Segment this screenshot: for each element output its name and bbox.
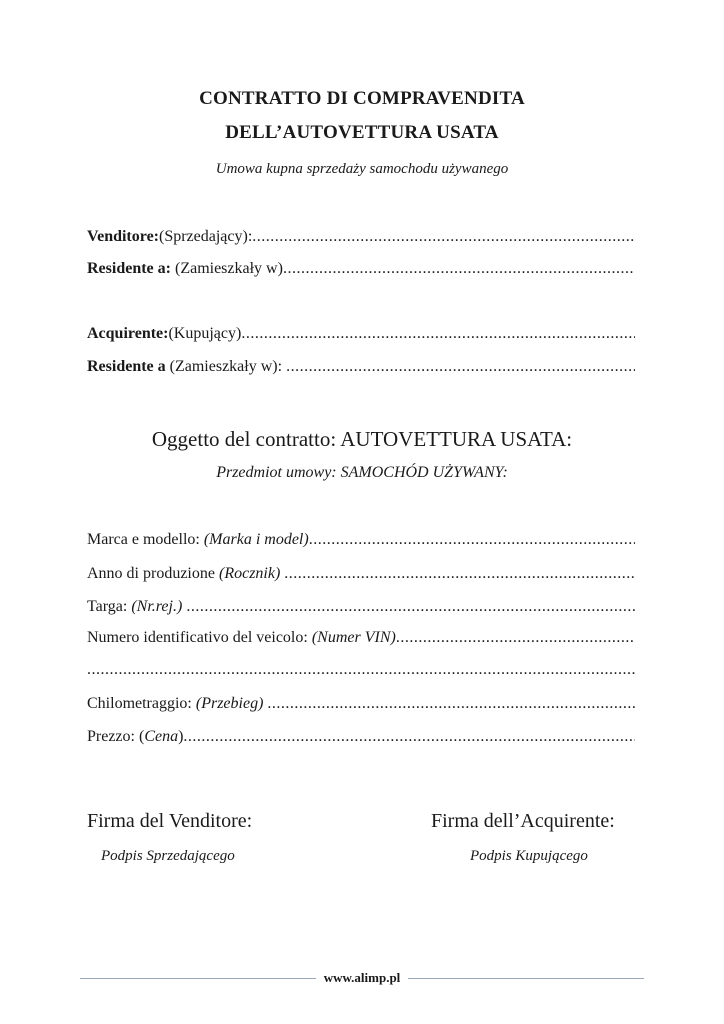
- seller-residence-fill-line: [283, 260, 635, 278]
- document-subtitle: Umowa kupna sprzedaży samochodu używanego: [215, 161, 509, 177]
- vin-continuation-field: [87, 661, 635, 679]
- seller-residence-translation: (Zamieszkały w): [170, 260, 283, 277]
- seller-fill-line: [252, 228, 635, 246]
- mileage-label: Chilometraggio:: [87, 695, 196, 712]
- price-field: [87, 728, 635, 746]
- contract-object-subtitle: Przedmiot umowy: SAMOCHÓD UŻYWANY:: [216, 464, 508, 481]
- document-title-line-1: CONTRATTO DI COMPRAVENDITA: [199, 88, 525, 109]
- buyer-signature-label: Firma dell’Acquirente:: [431, 810, 615, 832]
- production-year-label: Anno di produzione: [87, 565, 219, 582]
- plate-field: [87, 598, 635, 616]
- footer: [80, 970, 644, 986]
- vin-label: Numero identificativo del veicolo:: [87, 629, 312, 646]
- seller-residence-field: [87, 260, 635, 278]
- vin-fill-line: [396, 629, 635, 647]
- production-year-fill-line: [284, 565, 635, 583]
- plate-translation: (Nr.rej.): [131, 598, 183, 615]
- vin-continuation-fill-line: [87, 661, 635, 679]
- seller-signature-translation: Podpis Sprzedającego: [101, 848, 235, 864]
- footer-rule-left: [80, 978, 316, 979]
- contract-object-title: Oggetto del contratto: AUTOVETTURA USATA:: [151, 427, 573, 451]
- seller-field: [87, 228, 635, 246]
- make-model-label: Marca e modello:: [87, 531, 204, 548]
- vin-translation: (Numer VIN): [311, 629, 396, 646]
- mileage-field: [87, 695, 635, 713]
- make-model-fill-line: [309, 531, 635, 549]
- seller-translation: (Sprzedający):: [159, 228, 253, 245]
- buyer-residence-fill-line: [286, 358, 635, 376]
- price-closing: ): [178, 728, 184, 745]
- vin-field: [87, 629, 635, 647]
- production-year-field: [87, 565, 635, 583]
- price-label: Prezzo: (: [87, 728, 145, 745]
- buyer-field: [87, 325, 635, 343]
- seller-label: Venditore:: [87, 228, 159, 245]
- mileage-fill-line: [267, 695, 635, 713]
- make-model-field: [87, 531, 635, 549]
- price-fill-line: [183, 728, 635, 746]
- plate-label: Targa:: [87, 598, 132, 615]
- buyer-fill-line: [241, 325, 635, 343]
- buyer-residence-field: [87, 358, 635, 376]
- price-translation: Cena: [144, 728, 179, 745]
- mileage-translation: (Przebieg): [195, 695, 264, 712]
- make-model-translation: (Marka i model): [203, 531, 309, 548]
- buyer-translation: (Kupujący): [168, 325, 242, 342]
- buyer-residence-label: Residente a: [87, 358, 166, 375]
- seller-signature-label: Firma del Venditore:: [87, 810, 253, 832]
- plate-fill-line: [186, 598, 635, 616]
- buyer-label: Acquirente:: [87, 325, 169, 342]
- document-title-line-2: DELL’AUTOVETTURA USATA: [225, 122, 499, 143]
- footer-rule-right: [408, 978, 644, 979]
- seller-residence-label: Residente a:: [87, 260, 171, 277]
- buyer-signature-translation: Podpis Kupującego: [470, 848, 588, 864]
- footer-website: www.alimp.pl: [323, 970, 401, 985]
- production-year-translation: (Rocznik): [218, 565, 281, 582]
- buyer-residence-translation: (Zamieszkały w):: [165, 358, 287, 375]
